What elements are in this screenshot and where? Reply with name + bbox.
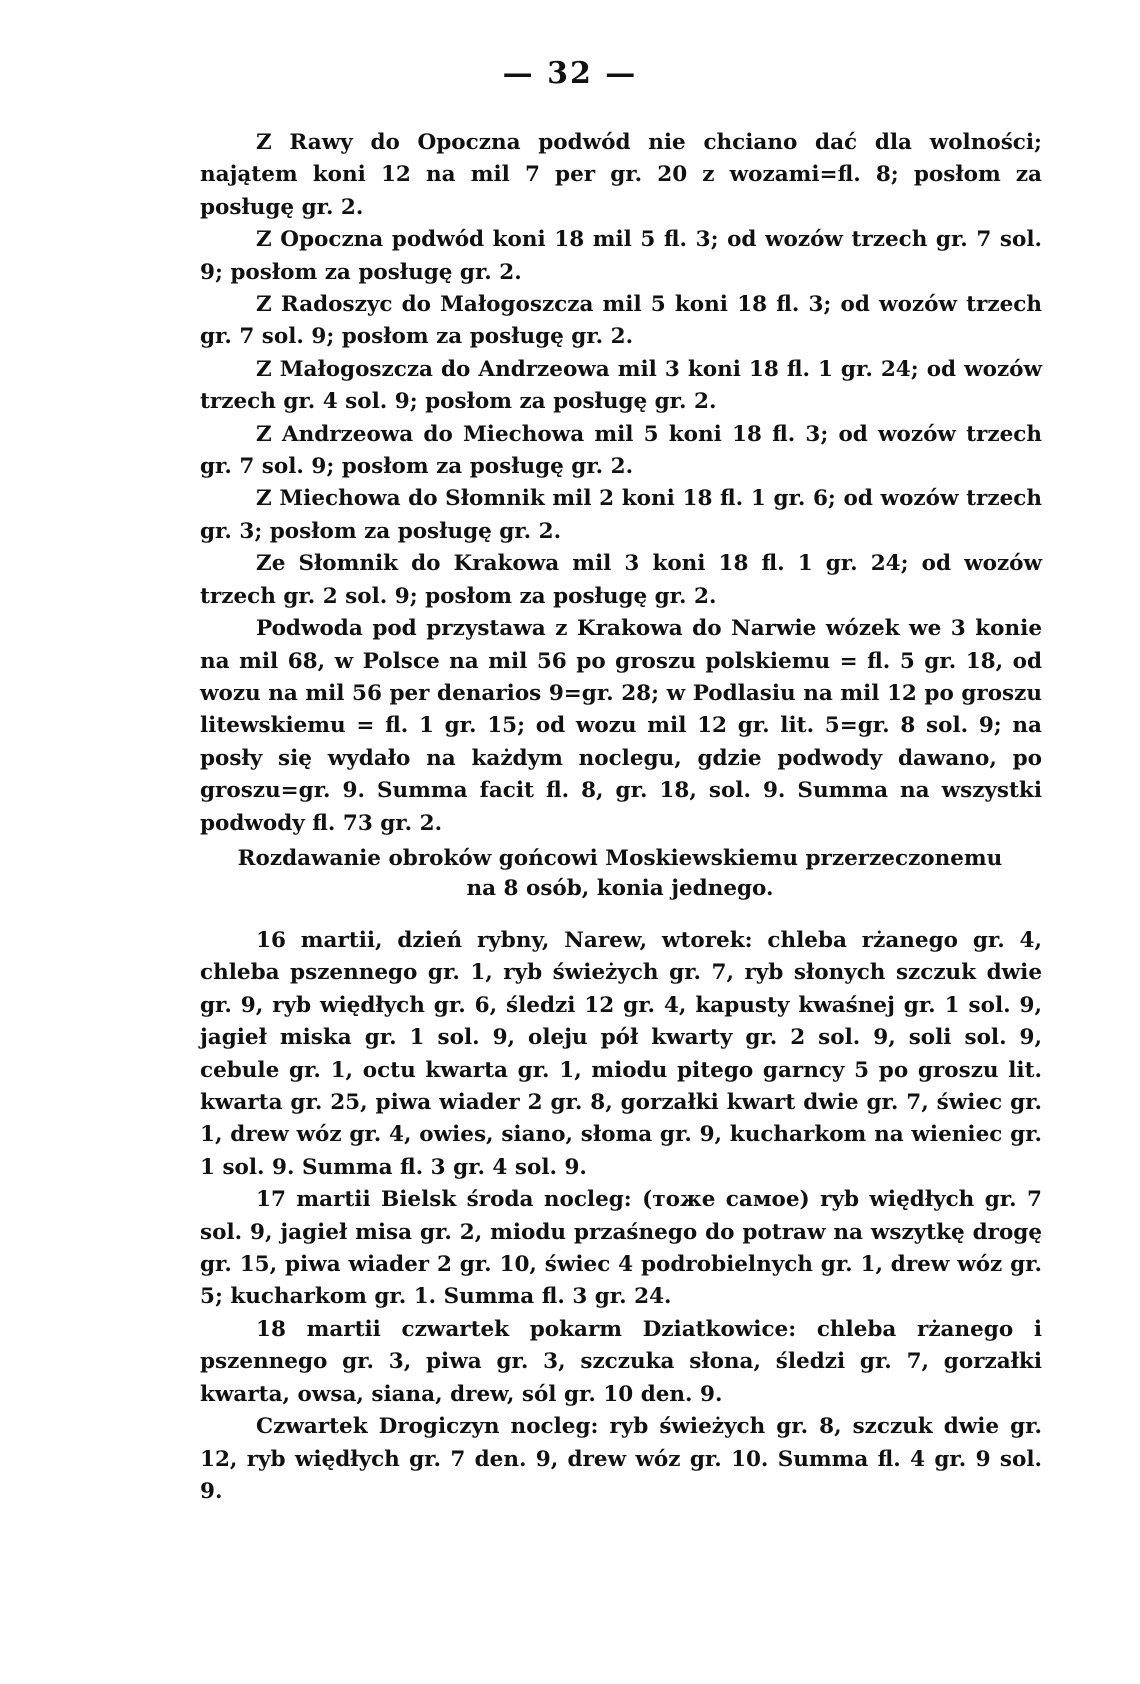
paragraph: 17 martii Bielsk środa nocleg: (тоже самое) ryb więdłych gr. 7 sol. 9, jagieł misa gr. 2, miodu przaśnego do potraw na wszytkę drogę gr. 15, piwa wiader 2 gr. 10, świec 4 podrobielnych gr. 1, drew wóz gr. 5; kucharkom gr. 1. Summa fl. 3 gr. 24. xyxy=(200,1187,1042,1310)
paragraph: Z Opoczna podwód koni 18 mil 5 fl. 3; od wozów trzech gr. 7 sol. 9; posłom za posługę gr. 2. xyxy=(200,227,1042,285)
paragraph: Z Małogoszcza do Andrzeowa mil 3 koni 18 fl. 1 gr. 24; od wozów trzech gr. 4 sol. 9; posłom za posługę gr. 2. xyxy=(200,356,1042,415)
paragraph: 16 martii, dzień rybny, Narew, wtorek: chleba rżanego gr. 4, chleba pszennego gr. 1, ryb świeżych gr. 7, ryb słonych szczuk dwie gr. 9, ryb więdłych gr. 6, śledzi 12 gr. 4, kapusty kwaśnej gr. 1 sol. 9, jagieł miska gr. 1 sol. 9, oleju pół kwarty gr. 2 sol. 9, soli sol. 9, cebule gr. 1, octu kwarta gr. 1, miodu pitego garncy 5 po groszu lit. kwarta gr. 25, piwa wiader 2 gr. 8, gorzałki kwart dwie gr. 7, świec gr. 1, drew wóz gr. 4, owies, siano, słoma gr. 9, kucharkom na wieniec gr. 1 sol. 9. Summa fl. 3 gr. 4 sol. 9. xyxy=(200,928,1042,1180)
page-number: — 32 — xyxy=(502,56,638,91)
paragraph: Z Miechowa do Słomnik mil 2 koni 18 fl. 1 gr. 6; od wozów trzech gr. 3; posłom za posługę gr. 2. xyxy=(200,486,1042,544)
paragraph: Ze Słomnik do Krakowa mil 3 koni 18 fl. 1 gr. 24; od wozów trzech gr. 2 sol. 9; posłom za posługę gr. 2. xyxy=(200,551,1042,609)
provisions-text xyxy=(200,925,1042,1508)
paragraph: Podwoda pod przystawa z Krakowa do Narwie wózek we 3 konie na mil 68, w Polsce na mil 56 po groszu polskiemu = fl. 5 gr. 18, od wozu na mil 56 per denarios 9=gr. 28; w Podlasiu na mil 12 po groszu litewskiemu = fl. 1 gr. 15; od wozu mil 12 gr. lit. 5=gr. 8 sol. 9; na posły się wydało na każdym noclegu, gdzie podwody dawano, po groszu=gr. 9. Summa facit fl. 8, gr. 18, sol. 9. Summa na wszystki podwody fl. 73 gr. 2. xyxy=(200,616,1042,836)
section-heading-line-1: Rozdawanie obroków gońcowi Moskiewskiemu przerzeczonemu xyxy=(237,846,1003,871)
paragraph: Czwartek Drogiczyn nocleg: ryb świeżych gr. 8, szczuk dwie gr. 12, ryb więdłych gr. 7 den. 9, drew wóz gr. 10. Summa fl. 4 gr. 9 sol. 9. xyxy=(200,1414,1042,1504)
travel-expenses-text xyxy=(200,127,1042,840)
paragraph: Z Rawy do Opoczna podwód nie chciano dać dla wolności; najątem koni 12 na mil 7 per gr. 20 z wozami=fl. 8; posłom za posługę gr. 2. xyxy=(200,130,1042,220)
paragraph: 18 martii czwartek pokarm Dziatkowice: chleba rżanego i pszennego gr. 3, piwa gr. 3, szczuka słona, śledzi gr. 7, gorzałki kwarta, owsa, siana, drew, sól gr. 10 den. 9. xyxy=(200,1316,1042,1407)
paragraph: Z Radoszyc do Małogoszcza mil 5 koni 18 fl. 3; od wozów trzech gr. 7 sol. 9; posłom za posługę gr. 2. xyxy=(200,292,1042,350)
paragraph: Z Andrzeowa do Miechowa mil 5 koni 18 fl. 3; od wozów trzech gr. 7 sol. 9; posłom za posługę gr. 2. xyxy=(200,421,1042,480)
section-heading-line-2: na 8 osób, konia jednego. xyxy=(466,876,774,901)
section-heading xyxy=(220,844,1020,904)
